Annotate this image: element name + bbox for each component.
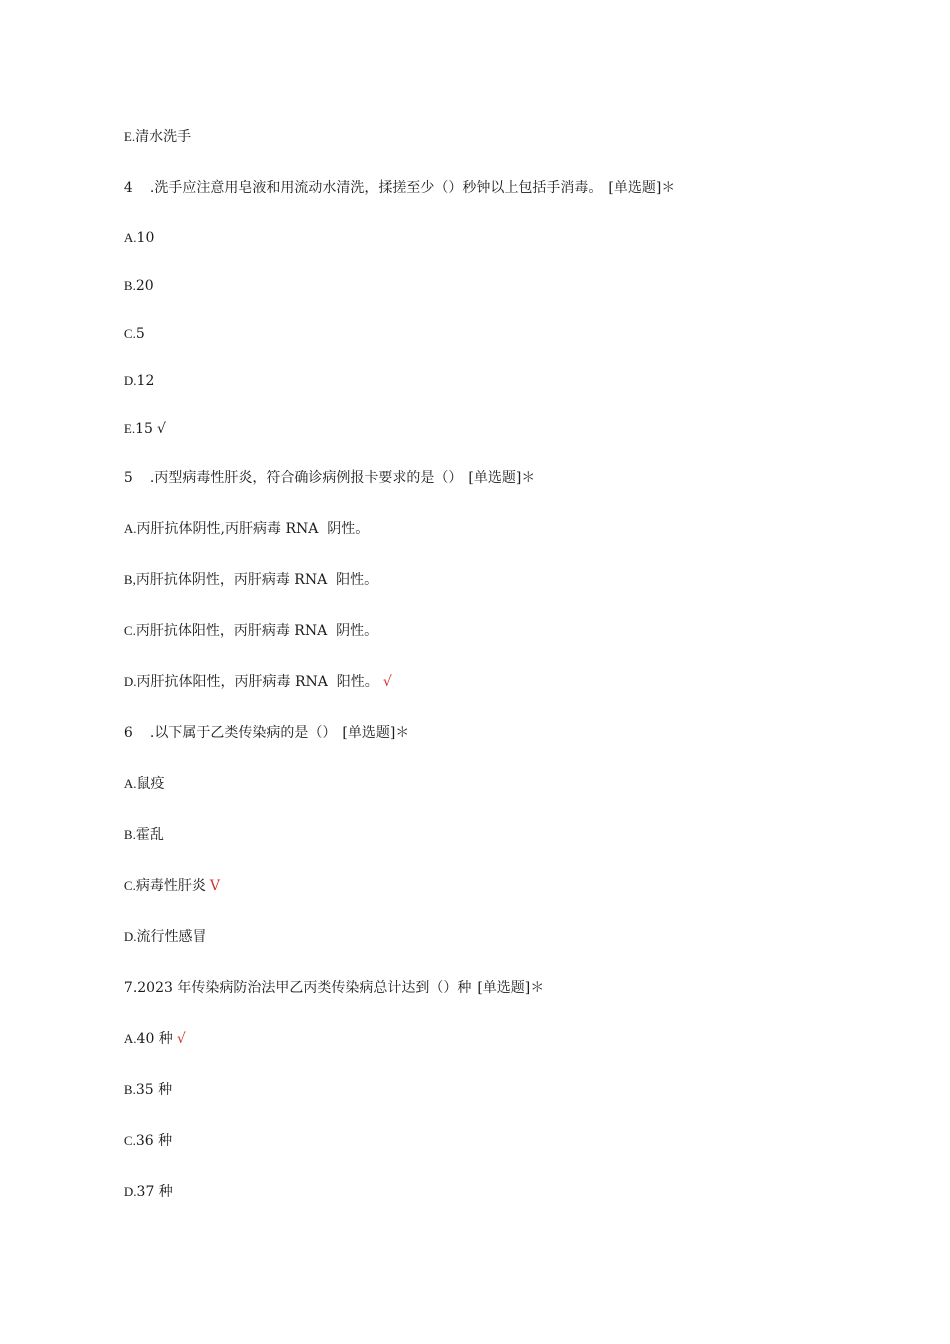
option-letter: D. bbox=[123, 929, 137, 944]
option-letter: C. bbox=[123, 623, 136, 638]
option-letter: B, bbox=[123, 572, 136, 587]
option-text: 40 种 bbox=[136, 1031, 173, 1047]
question-text: .丙型病毒性肝炎，符合确诊病例报卡要求的是（） bbox=[149, 470, 463, 486]
option-text: 丙肝抗体阳性，丙肝病毒 RNA 阴性。 bbox=[135, 623, 379, 639]
option-text: 霍乱 bbox=[135, 827, 164, 843]
answer-check-icon: √ bbox=[176, 1031, 186, 1047]
option-q7-d bbox=[115, 1165, 173, 1201]
answer-check-icon: √ bbox=[156, 421, 166, 437]
option-q7-a bbox=[115, 1012, 186, 1048]
option-letter: E. bbox=[123, 129, 136, 144]
option-text: 鼠疫 bbox=[136, 776, 165, 792]
option-text: 流行性感冒 bbox=[136, 929, 207, 945]
option-text: 15 bbox=[135, 421, 153, 437]
option-text: 20 bbox=[135, 278, 154, 294]
question-5 bbox=[115, 451, 535, 487]
question-type-tag: [单选题]＊ bbox=[608, 180, 676, 196]
question-number: 7. bbox=[123, 980, 138, 996]
option-text: 清水洗手 bbox=[135, 129, 192, 145]
option-q6-d bbox=[115, 910, 207, 946]
answer-check-icon: √ bbox=[382, 674, 392, 690]
option-q4-c bbox=[115, 307, 145, 343]
option-q6-b bbox=[115, 808, 164, 844]
option-q4-b bbox=[115, 259, 154, 295]
option-text: 病毒性肝炎 bbox=[135, 878, 206, 894]
question-type-tag: [单选题]＊ bbox=[342, 725, 410, 741]
option-q4-a bbox=[115, 211, 154, 247]
option-text: 10 bbox=[136, 230, 155, 246]
option-q4-e bbox=[115, 402, 166, 438]
option-text: 丙肝抗体阳性，丙肝病毒 RNA 阳性。 bbox=[136, 674, 379, 690]
option-letter: A. bbox=[123, 1031, 137, 1046]
option-letter: C. bbox=[123, 1133, 136, 1148]
option-q6-c bbox=[115, 859, 220, 895]
option-q5-b bbox=[115, 553, 378, 589]
option-letter: A. bbox=[123, 521, 137, 536]
option-text: 12 bbox=[136, 373, 155, 389]
question-text: .洗手应注意用皂液和用流动水清洗，揉搓至少（）秒钟以上包括手消毒。 bbox=[149, 180, 603, 196]
option-text: 35 种 bbox=[135, 1082, 173, 1098]
question-number: 5 bbox=[123, 470, 133, 486]
option-letter: A. bbox=[123, 230, 137, 245]
option-text: 5 bbox=[135, 326, 145, 342]
option-letter: D. bbox=[123, 373, 137, 388]
option-letter: E. bbox=[123, 421, 136, 436]
question-type-tag: [单选题]＊ bbox=[468, 470, 536, 486]
option-q7-b bbox=[115, 1063, 172, 1099]
option-text: 丙肝抗体阴性,丙肝病毒 RNA 阴性。 bbox=[136, 521, 370, 537]
question-text: 2023 年传染病防治法甲乙丙类传染病总计达到（）种 bbox=[137, 980, 472, 996]
question-7 bbox=[115, 961, 544, 997]
answer-check-icon: V bbox=[209, 878, 220, 894]
option-q5-c bbox=[115, 604, 378, 640]
option-letter: D. bbox=[123, 1184, 137, 1199]
question-6 bbox=[115, 706, 409, 742]
option-q6-a bbox=[115, 757, 165, 793]
option-q3-e bbox=[115, 110, 191, 146]
option-q4-d bbox=[115, 354, 154, 390]
option-text: 37 种 bbox=[136, 1184, 173, 1200]
option-letter: C. bbox=[123, 878, 136, 893]
option-letter: B. bbox=[123, 278, 136, 293]
question-type-tag: [单选题]＊ bbox=[477, 980, 545, 996]
option-letter: D. bbox=[123, 674, 137, 689]
question-4 bbox=[115, 161, 675, 197]
option-letter: B. bbox=[123, 1082, 136, 1097]
option-letter: B. bbox=[123, 827, 136, 842]
question-text: .以下属于乙类传染病的是（） bbox=[149, 725, 337, 741]
option-letter: C. bbox=[123, 326, 136, 341]
question-number: 6 bbox=[123, 725, 133, 741]
question-number: 4 bbox=[123, 180, 133, 196]
option-text: 36 种 bbox=[135, 1133, 173, 1149]
option-text: 丙肝抗体阴性，丙肝病毒 RNA 阳性。 bbox=[135, 572, 379, 588]
option-q5-a bbox=[115, 502, 369, 538]
option-q7-c bbox=[115, 1114, 172, 1150]
option-q5-d bbox=[115, 655, 392, 691]
option-letter: A. bbox=[123, 776, 137, 791]
